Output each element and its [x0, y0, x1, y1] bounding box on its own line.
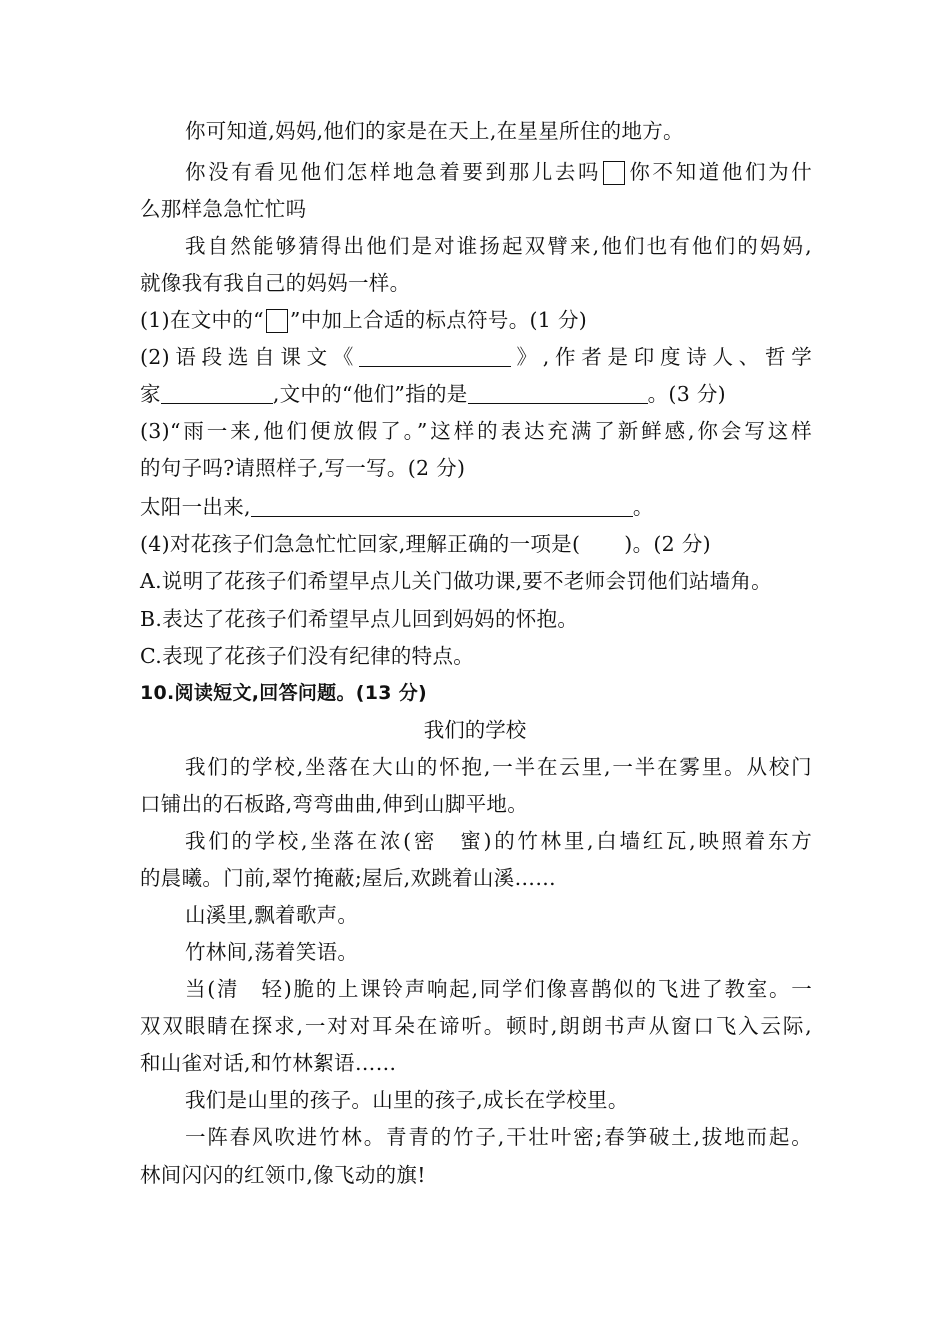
- passage-line: [185, 902, 812, 928]
- punctuation-answer-box[interactable]: [603, 161, 625, 185]
- option-text: B.表达了花孩子们希望早点儿回到妈妈的怀抱。: [140, 607, 579, 631]
- question-text: 的句子吗?请照样子,写一写。(2 分): [140, 456, 466, 480]
- punctuation-sample-box: [266, 309, 288, 333]
- poem-text: 就像我有我自己的妈妈一样。: [140, 271, 411, 295]
- poem-line: [185, 159, 812, 185]
- question-text: (4)对花孩子们急急忙忙回家,理解正确的一项是(: [140, 532, 581, 556]
- passage-text: 竹林间,荡着笑语。: [185, 940, 359, 964]
- question-text: 太阳一出来,: [140, 495, 251, 519]
- passage-line: [185, 754, 812, 780]
- passage-text: 山溪里,飘着歌声。: [185, 903, 359, 927]
- option-b: [140, 606, 812, 632]
- option-a: [140, 568, 812, 594]
- passage-text: 双双眼睛在探求,一对对耳朵在谛听。顿时,朗朗书声从窗口飞入云际,: [140, 1014, 812, 1038]
- question-text: 。(3 分): [647, 382, 726, 406]
- passage-text: 我们是山里的孩子。山里的孩子,成长在学校里。: [185, 1088, 629, 1112]
- passage-text: 我们的学校,坐落在大山的怀抱,一半在云里,一半在雾里。从校门: [185, 755, 812, 779]
- question-10-heading: [140, 680, 812, 706]
- question-heading-text: 10.阅读短文,回答问题。(13 分): [140, 682, 427, 704]
- question-text: )。(2 分): [624, 532, 711, 556]
- question-text: ,文中的“他们”指的是: [272, 382, 468, 406]
- passage-line: [185, 1124, 812, 1150]
- question-9-3-cont: [140, 455, 812, 481]
- option-text: A.说明了花孩子们希望早点儿关门做功课,要不老师会罚他们站墙角。: [140, 569, 772, 593]
- option-text: C.表现了花孩子们没有纪律的特点。: [140, 644, 475, 668]
- passage-line: [185, 1087, 812, 1113]
- question-text: 家: [140, 382, 161, 406]
- question-text: (3)“雨一来,他们便放假了。”这样的表达充满了新鲜感,你会写这样: [140, 419, 812, 443]
- passage-line: [185, 939, 812, 965]
- poem-text: 么那样急急忙忙吗: [140, 197, 307, 221]
- poem-line: [185, 233, 812, 259]
- passage-text: 我们的学校,坐落在浓(密 蜜)的竹林里,白墙红瓦,映照着东方: [185, 829, 812, 853]
- passage-text: 一阵春风吹进竹林。青青的竹子,干壮叶密;春笋破土,拔地而起。: [185, 1125, 812, 1149]
- passage-line: [140, 865, 812, 891]
- poem-text: 你可知道,妈妈,他们的家是在天上,在星星所住的地方。: [185, 119, 684, 143]
- poem-text: 你不知道他们为什: [627, 160, 812, 184]
- author-name-blank[interactable]: [161, 383, 273, 404]
- passage-line: [140, 1162, 812, 1188]
- lesson-title-blank[interactable]: [359, 346, 511, 367]
- passage-text: 口铺出的石板路,弯弯曲曲,伸到山脚平地。: [140, 792, 529, 816]
- option-c: [140, 643, 812, 669]
- question-9-3-answer: [140, 494, 812, 520]
- question-text: (2)语段选自课文《: [140, 345, 360, 369]
- question-text: 。: [632, 495, 654, 519]
- passage-text: 林间闪闪的红领巾,像飞动的旗!: [140, 1163, 426, 1187]
- question-text: ”中加上合适的标点符号。(1 分): [289, 308, 588, 332]
- passage-line: [185, 828, 812, 854]
- passage-text: 当(清 轻)脆的上课铃声响起,同学们像喜鹊似的飞进了教室。一: [185, 977, 812, 1001]
- passage-line: [185, 976, 812, 1002]
- passage-text: 的晨曦。门前,翠竹掩蔽;屋后,欢跳着山溪……: [140, 866, 557, 890]
- question-9-2: [140, 344, 812, 370]
- passage-line: [140, 791, 812, 817]
- they-refers-blank[interactable]: [468, 383, 648, 404]
- question-text: 》,作者是印度诗人、哲学: [511, 345, 812, 369]
- poem-line: [140, 270, 812, 296]
- passage-text: 和山雀对话,和竹林絮语……: [140, 1051, 397, 1075]
- question-9-4: [140, 531, 812, 557]
- question-9-2-cont: [140, 381, 812, 407]
- question-9-3: [140, 418, 812, 444]
- poem-text: 你没有看见他们怎样地急着要到那儿去吗: [185, 160, 602, 184]
- question-9-1: [140, 307, 812, 333]
- poem-line: [185, 118, 812, 144]
- sentence-answer-blank[interactable]: [251, 496, 633, 517]
- poem-line: [140, 196, 812, 222]
- passage-line: [140, 1013, 812, 1039]
- question-text: (1)在文中的“: [140, 308, 264, 332]
- passage-line: [140, 1050, 812, 1076]
- poem-text: 我自然能够猜得出他们是对谁扬起双臂来,他们也有他们的妈妈,: [185, 234, 812, 258]
- passage-title: 我们的学校: [423, 718, 527, 742]
